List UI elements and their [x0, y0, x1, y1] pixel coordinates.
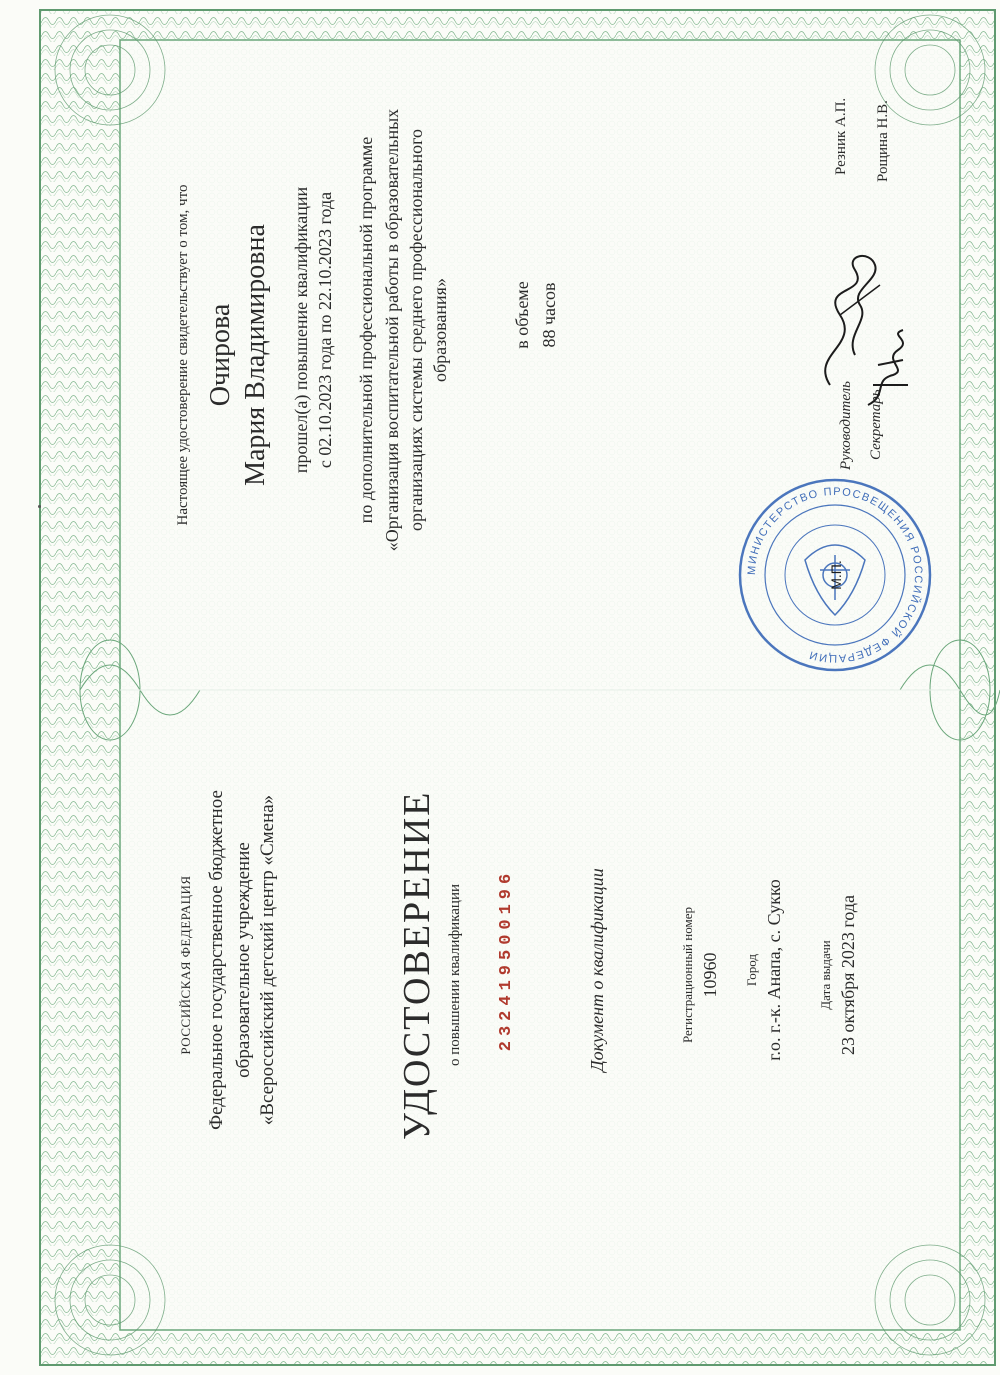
official-stamp	[735, 475, 935, 675]
secretary-signature	[858, 325, 918, 415]
stamp-mp: М.П.	[828, 560, 844, 590]
org-line-1: Федеральное государственное бюджетное	[206, 790, 227, 1130]
document-subtitle: о повышении квалификации	[447, 884, 463, 1066]
scan-speck	[38, 505, 41, 508]
document-title: УДОСТОВЕРЕНИЕ	[396, 790, 438, 1140]
body-line-3: по дополнительной профессиональной программе	[356, 136, 376, 524]
issue-date-label: Дата выдачи	[818, 940, 833, 1010]
head-name: Резник А.П.	[833, 97, 849, 175]
body-line-2: с 02.10.2023 года по 22.10.2023 года	[315, 191, 335, 469]
org-line-2: образовательное учреждение	[233, 842, 254, 1078]
volume-value: 88 часов	[539, 282, 559, 348]
holder-given-names: Мария Владимировна	[240, 224, 271, 486]
secretary-role: Секретарь	[868, 389, 884, 460]
stamp-ring-text: МИНИСТЕРСТВО ПРОСВЕЩЕНИЯ РОССИЙСКОЙ ФЕДЕРАЦИИ	[745, 485, 925, 665]
body-line-1: прошел(а) повышение квалификации	[291, 186, 311, 474]
org-line-3: «Всероссийский детский центр «Смена»	[257, 794, 278, 1126]
program-line-1: «Организация воспитательной работы в образовательных	[382, 108, 402, 552]
registration-number: 10960	[700, 952, 720, 998]
secretary-name: Рощина Н.В.	[875, 100, 891, 182]
issue-date-value: 23 октября 2023 года	[838, 895, 858, 1055]
program-line-2: организациях системы среднего профессионального	[406, 128, 426, 532]
program-line-3: образования»	[430, 278, 450, 382]
head-role: Руководитель	[838, 381, 854, 470]
intro-text: Настоящее удостоверение свидетельствует о том, что	[175, 184, 191, 526]
registration-label: Регистрационный номер	[680, 907, 695, 1043]
serial-number: 232419500196	[497, 868, 516, 1052]
volume-label: в объеме	[512, 281, 532, 349]
document-type: Документ о квалификации	[587, 868, 607, 1072]
country-label: РОССИЙСКАЯ ФЕДЕРАЦИЯ	[178, 875, 193, 1055]
city-value: г.о. г.-к. Анапа, с. Сукко	[764, 879, 784, 1061]
city-label: Город	[744, 953, 759, 987]
holder-surname: Очирова	[205, 303, 236, 407]
